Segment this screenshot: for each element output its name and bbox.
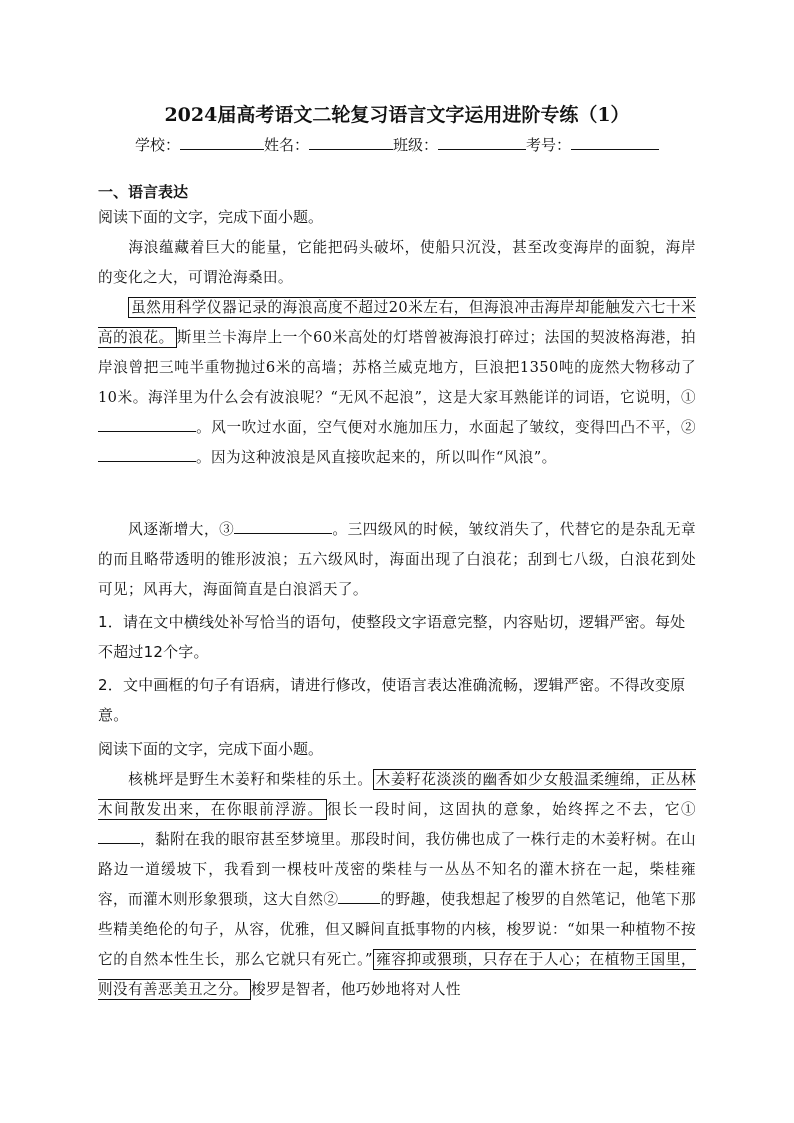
blank-passage2-2[interactable] [338,889,380,904]
passage1-paragraph-2 [98,293,696,473]
exam-no-label: 考号： [526,136,572,154]
document-title: 2024届高考语文二轮复习语言文字运用进阶专练（1） [164,104,630,126]
passage2-p1-text-e: 梭罗是智者，他巧妙地将对人性 [250,981,461,998]
blank-3[interactable] [234,519,332,534]
class-blank[interactable] [438,135,526,150]
passage2-p1-text-a: 核桃坪是野生木姜籽和柴桂的乐土。 [128,771,373,788]
passage1-p2-text-a: 斯里兰卡海岸上一个60米高处的灯塔曾被海浪打碎过；法国的契波格海港，拍岸浪曾把三吨半重物抛过6米的高墙；苏格兰威克地方，巨浪把1350吨的庞然大物移动了10米。海洋里为什么会有波浪呢？“无风不起浪”，这是大家耳熟能详的词语，它说明，① [98,329,696,406]
passage1-p2-text-c: 。因为这种波浪是风直接吹起来的，所以叫作“风浪”。 [196,449,557,466]
exam-no-blank[interactable] [571,135,659,150]
question-1: 1．请在文中横线处补写恰当的语句，使整段文字语意完整，内容贴切，逻辑严密。每处不超过12个字。 [98,613,686,661]
passage1-p3-text-b: 。三四级风的时候，皱纹消失了，代替它的是杂乱无章的而且略带透明的锥形波浪；五六级风时，海面出现了白浪花；刮到七八级，白浪花到处可见；风再大，海面简直是白浪滔天了。 [98,521,696,598]
boxed-sentence-3: 雍容抑或猥琐，只存在于人心；在植物王国里，则没有善恶美丑之分。 [98,951,697,998]
question-2: 2．文中画框的句子有语病，请进行修改，使语言表达准确流畅，逻辑严密。不得改变原意。 [98,676,686,724]
school-label: 学校： [134,136,180,154]
name-blank[interactable] [309,135,393,150]
blank-2[interactable] [98,447,196,462]
section-heading: 一、语言表达 [98,183,189,201]
instruction-1: 阅读下面的文字，完成下面小题。 [98,208,324,226]
passage1-paragraph-1 [98,233,696,293]
passage2-p1-text-b: 很长一段时间，这固执的意象，始终挥之不去，它① [326,801,696,818]
passage2-p1-text-c: ，黏附在我的眼帘甚至梦境里。那段时间，我仿佛也成了一株行走的木姜籽树。在山路边一道缓坡下，我看到一棵枝叶茂密的柴桂与一丛丛不知名的灌木挤在一起，柴桂雍容，而灌木则形象猥琐，这大自然② [98,831,696,908]
blank-passage2-1[interactable] [98,829,140,844]
passage1-paragraph-3 [98,515,696,605]
name-label: 姓名： [263,136,309,154]
passage2-paragraph-1 [98,765,696,1005]
passage2-p1-text-d: 的野趣，使我想起了梭罗的自然笔记，他笔下那些精美绝伦的句子，从容，优雅，但又瞬间直抵事物的内核，梭罗说：“如果一种植物不按它的自然本性生长，那么它就只有死亡。” [98,891,696,968]
class-label: 班级： [393,136,439,154]
passage1-p1-text: 海浪蕴藏着巨大的能量，它能把码头破坏，使船只沉没，甚至改变海岸的面貌，海岸的变化之大，可谓沧海桑田。 [98,239,696,286]
blank-1[interactable] [98,417,196,432]
instruction-2: 阅读下面的文字，完成下面小题。 [98,740,324,758]
boxed-sentence-1: 虽然用科学仪器记录的海浪高度不超过20米左右，但海浪冲击海岸却能触发六七十米高的浪花。 [98,299,696,346]
school-blank[interactable] [180,135,264,150]
student-info-line [0,134,794,155]
boxed-sentence-2: 木姜籽花淡淡的幽香如少女般温柔缠绵，正丛林木间散发出来，在你眼前浮游。 [98,771,697,818]
passage1-p3-text-a: 风逐渐增大，③ [128,521,235,538]
passage1-p2-text-b: 。风一吹过水面，空气便对水施加压力，水面起了皱纹，变得凹凸不平，② [196,419,696,436]
